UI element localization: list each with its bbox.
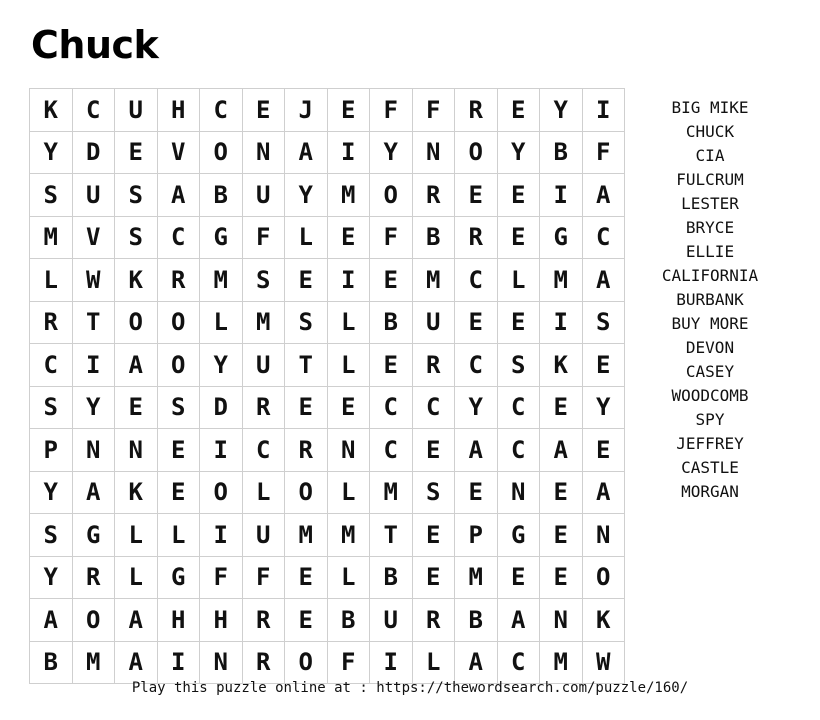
grid-cell[interactable]: E [327,386,370,429]
grid-cell[interactable]: I [540,174,583,217]
grid-cell[interactable]: N [582,514,625,557]
grid-cell[interactable]: O [455,131,498,174]
grid-row [30,344,625,387]
grid-cell[interactable]: Y [30,471,73,514]
grid-cell[interactable]: G [157,556,200,599]
grid-cell[interactable]: U [412,301,455,344]
grid-cell[interactable]: L [327,344,370,387]
grid-cell[interactable]: O [72,599,115,642]
grid-cell[interactable]: B [370,301,413,344]
grid-cell[interactable]: Y [455,386,498,429]
grid-cell[interactable]: B [327,599,370,642]
grid-cell[interactable]: N [115,429,158,472]
grid-cell[interactable]: E [370,344,413,387]
grid-cell[interactable]: F [242,216,285,259]
grid-cell[interactable]: S [242,259,285,302]
grid-cell[interactable]: I [200,429,243,472]
grid-cell[interactable]: C [370,386,413,429]
grid-cell[interactable]: U [242,344,285,387]
grid-cell[interactable]: M [200,259,243,302]
grid-cell[interactable]: C [455,344,498,387]
grid-cell[interactable]: S [30,514,73,557]
grid-cell[interactable]: S [115,174,158,217]
grid-cell[interactable]: B [370,556,413,599]
grid-row [30,301,625,344]
word-list-item: JEFFREY [676,434,744,453]
grid-cell[interactable]: Y [540,89,583,132]
word-list-item: CASTLE [681,458,739,477]
grid-cell[interactable]: C [582,216,625,259]
grid-cell[interactable]: L [157,514,200,557]
word-list-item: ELLIE [685,242,735,261]
grid-cell[interactable]: C [157,216,200,259]
grid-cell[interactable]: J [285,89,328,132]
grid-cell[interactable]: K [30,89,73,132]
grid-cell[interactable]: L [497,259,540,302]
grid-cell[interactable]: W [582,641,625,684]
grid-cell[interactable]: D [200,386,243,429]
grid-cell[interactable]: A [540,429,583,472]
grid-cell[interactable]: T [370,514,413,557]
grid-cell[interactable]: F [412,89,455,132]
grid-cell[interactable]: E [285,556,328,599]
grid-cell[interactable]: E [157,429,200,472]
grid-cell[interactable]: L [327,471,370,514]
word-list-item: DEVON [685,338,735,357]
grid-cell[interactable]: N [242,131,285,174]
grid-cell[interactable]: O [115,301,158,344]
grid-cell[interactable]: N [200,641,243,684]
grid-cell[interactable]: E [115,386,158,429]
grid-cell[interactable]: M [540,259,583,302]
grid-cell[interactable]: U [72,174,115,217]
grid-cell[interactable]: C [30,344,73,387]
grid-cell[interactable]: E [285,386,328,429]
grid-cell[interactable]: K [115,259,158,302]
grid-row [30,514,625,557]
grid-cell[interactable]: E [412,556,455,599]
grid-cell[interactable]: E [497,174,540,217]
grid-cell[interactable]: A [30,599,73,642]
grid-cell[interactable]: R [242,599,285,642]
grid-cell[interactable]: V [72,216,115,259]
grid-cell[interactable]: A [455,641,498,684]
grid-cell[interactable]: L [327,556,370,599]
grid-cell[interactable]: E [412,514,455,557]
grid-cell[interactable]: M [327,514,370,557]
grid-cell[interactable]: V [157,131,200,174]
grid-cell[interactable]: I [327,131,370,174]
grid-cell[interactable]: M [242,301,285,344]
grid-cell[interactable]: O [370,174,413,217]
grid-cell[interactable]: A [157,174,200,217]
grid-cell[interactable]: L [285,216,328,259]
grid-cell[interactable]: R [412,344,455,387]
grid-cell[interactable]: O [200,471,243,514]
grid-cell[interactable]: I [200,514,243,557]
grid-cell[interactable]: O [157,344,200,387]
word-list-item: CALIFORNIA [661,266,759,285]
grid-cell[interactable]: Y [497,131,540,174]
grid-cell[interactable]: I [540,301,583,344]
grid-cell[interactable]: I [72,344,115,387]
grid-cell[interactable]: C [455,259,498,302]
grid-cell[interactable]: B [412,216,455,259]
word-list-item: CIA [695,146,725,165]
grid-cell[interactable]: N [327,429,370,472]
word-list-item: BRYCE [685,218,735,237]
grid-cell[interactable]: M [327,174,370,217]
grid-cell[interactable]: G [540,216,583,259]
grid-row [30,259,625,302]
grid-cell[interactable]: O [285,641,328,684]
grid-cell[interactable]: E [455,471,498,514]
grid-cell[interactable]: C [412,386,455,429]
grid-cell[interactable]: Y [72,386,115,429]
grid-cell[interactable]: H [200,599,243,642]
grid-cell[interactable]: F [582,131,625,174]
grid-cell[interactable]: L [327,301,370,344]
grid-cell[interactable]: R [412,599,455,642]
grid-cell[interactable]: A [285,131,328,174]
grid-row [30,386,625,429]
grid-cell[interactable]: C [200,89,243,132]
grid-cell[interactable]: E [370,259,413,302]
grid-cell[interactable]: O [157,301,200,344]
word-list-item: BUY MORE [671,314,749,333]
grid-cell[interactable]: R [72,556,115,599]
word-list-item: BURBANK [676,290,744,309]
grid-cell[interactable]: E [497,89,540,132]
grid-cell[interactable]: S [497,344,540,387]
grid-cell[interactable]: H [157,599,200,642]
grid-cell[interactable]: K [540,344,583,387]
grid-cell[interactable]: D [72,131,115,174]
grid-cell[interactable]: E [157,471,200,514]
grid-cell[interactable]: T [72,301,115,344]
grid-cell[interactable]: R [455,89,498,132]
grid-cell[interactable]: E [242,89,285,132]
grid-cell[interactable]: E [455,301,498,344]
grid-cell[interactable]: A [455,429,498,472]
grid-cell[interactable]: O [200,131,243,174]
grid-cell[interactable]: R [242,386,285,429]
grid-row [30,131,625,174]
grid-cell[interactable]: M [30,216,73,259]
grid-row [30,89,625,132]
grid-cell[interactable]: R [285,429,328,472]
grid-cell[interactable]: S [285,301,328,344]
word-list-item: CASEY [685,362,735,381]
grid-cell[interactable]: L [200,301,243,344]
grid-cell[interactable]: B [540,131,583,174]
grid-cell[interactable]: E [412,429,455,472]
grid-cell[interactable]: K [582,599,625,642]
grid-cell[interactable]: E [582,429,625,472]
grid-cell[interactable]: C [370,429,413,472]
grid-cell[interactable]: T [285,344,328,387]
grid-cell[interactable]: N [72,429,115,472]
grid-cell[interactable]: S [582,301,625,344]
grid-cell[interactable]: R [30,301,73,344]
grid-cell[interactable]: A [582,174,625,217]
grid-cell[interactable]: R [242,641,285,684]
grid-cell[interactable]: E [540,471,583,514]
grid-cell[interactable]: U [242,514,285,557]
grid-cell[interactable]: C [497,386,540,429]
grid-cell[interactable]: E [540,514,583,557]
grid-cell[interactable]: E [497,301,540,344]
grid-cell[interactable]: I [582,89,625,132]
word-list-item: MORGAN [681,482,739,501]
grid-cell[interactable]: C [242,429,285,472]
grid-cell[interactable]: L [412,641,455,684]
grid-cell[interactable]: B [455,599,498,642]
grid-cell[interactable]: I [370,641,413,684]
grid-row [30,556,625,599]
grid-cell[interactable]: W [72,259,115,302]
grid-cell[interactable]: M [72,641,115,684]
grid-cell[interactable]: A [115,641,158,684]
grid-cell[interactable]: F [370,89,413,132]
grid-cell[interactable]: P [30,429,73,472]
grid-cell[interactable]: R [157,259,200,302]
grid-cell[interactable]: A [582,259,625,302]
word-list-item: FULCRUM [676,170,744,189]
grid-cell[interactable]: E [540,386,583,429]
word-list-item: SPY [695,410,725,429]
grid-cell[interactable]: E [497,216,540,259]
grid-row [30,429,625,472]
grid-cell[interactable]: U [115,89,158,132]
letter-grid [29,88,625,684]
grid-cell[interactable]: G [497,514,540,557]
grid-cell[interactable]: G [72,514,115,557]
word-list [640,96,780,504]
grid-cell[interactable]: E [285,259,328,302]
grid-row [30,471,625,514]
grid-cell[interactable]: F [242,556,285,599]
grid-cell[interactable]: Y [200,344,243,387]
grid-cell[interactable]: E [497,556,540,599]
word-list-item: BIG MIKE [671,98,749,117]
grid-cell[interactable]: S [412,471,455,514]
grid-cell[interactable]: M [412,259,455,302]
grid-cell[interactable]: E [115,131,158,174]
grid-cell[interactable]: Y [285,174,328,217]
grid-cell[interactable]: H [157,89,200,132]
grid-cell[interactable]: E [540,556,583,599]
grid-cell[interactable]: M [370,471,413,514]
grid-cell[interactable]: O [582,556,625,599]
grid-cell[interactable]: B [200,174,243,217]
grid-cell[interactable]: K [115,471,158,514]
grid-cell[interactable]: Y [30,131,73,174]
grid-cell[interactable]: A [582,471,625,514]
grid-cell[interactable]: O [285,471,328,514]
grid-cell[interactable]: A [115,599,158,642]
page-title: Chuck [31,23,159,67]
grid-cell[interactable]: L [115,514,158,557]
grid-cell[interactable]: P [455,514,498,557]
grid-cell[interactable]: A [72,471,115,514]
grid-cell[interactable]: A [115,344,158,387]
grid-cell[interactable]: U [242,174,285,217]
grid-row [30,216,625,259]
grid-cell[interactable]: N [497,471,540,514]
grid-cell[interactable]: E [582,344,625,387]
grid-cell[interactable]: I [157,641,200,684]
grid-row [30,174,625,217]
grid-cell[interactable]: M [540,641,583,684]
grid-cell[interactable]: L [30,259,73,302]
grid-cell[interactable]: U [370,599,413,642]
grid-cell[interactable]: R [412,174,455,217]
grid-cell[interactable]: S [115,216,158,259]
grid-cell[interactable]: R [455,216,498,259]
grid-cell[interactable]: F [327,641,370,684]
grid-cell[interactable]: L [242,471,285,514]
grid-cell[interactable]: N [540,599,583,642]
grid-cell[interactable]: A [497,599,540,642]
grid-row [30,599,625,642]
grid-cell[interactable]: N [412,131,455,174]
grid-cell[interactable]: L [115,556,158,599]
grid-cell[interactable]: C [497,641,540,684]
grid-cell[interactable]: F [200,556,243,599]
grid-cell[interactable]: Y [370,131,413,174]
grid-cell[interactable]: S [30,174,73,217]
grid-cell[interactable]: E [327,89,370,132]
grid-cell[interactable]: M [285,514,328,557]
grid-cell[interactable]: Y [582,386,625,429]
grid-cell[interactable]: B [30,641,73,684]
footer-text: Play this puzzle online at : https://thewordsearch.com/puzzle/160/ [131,680,689,696]
grid-cell[interactable]: C [497,429,540,472]
word-list-item: WOODCOMB [671,386,749,405]
grid-cell[interactable]: S [30,386,73,429]
grid-cell[interactable]: E [327,216,370,259]
word-list-item: LESTER [681,194,739,213]
grid-cell[interactable]: C [72,89,115,132]
grid-cell[interactable]: F [370,216,413,259]
grid-cell[interactable]: S [157,386,200,429]
grid-cell[interactable]: E [285,599,328,642]
grid-cell[interactable]: I [327,259,370,302]
grid-cell[interactable]: M [455,556,498,599]
word-list-item: CHUCK [685,122,735,141]
grid-cell[interactable]: E [455,174,498,217]
grid-cell[interactable]: G [200,216,243,259]
grid-cell[interactable]: Y [30,556,73,599]
